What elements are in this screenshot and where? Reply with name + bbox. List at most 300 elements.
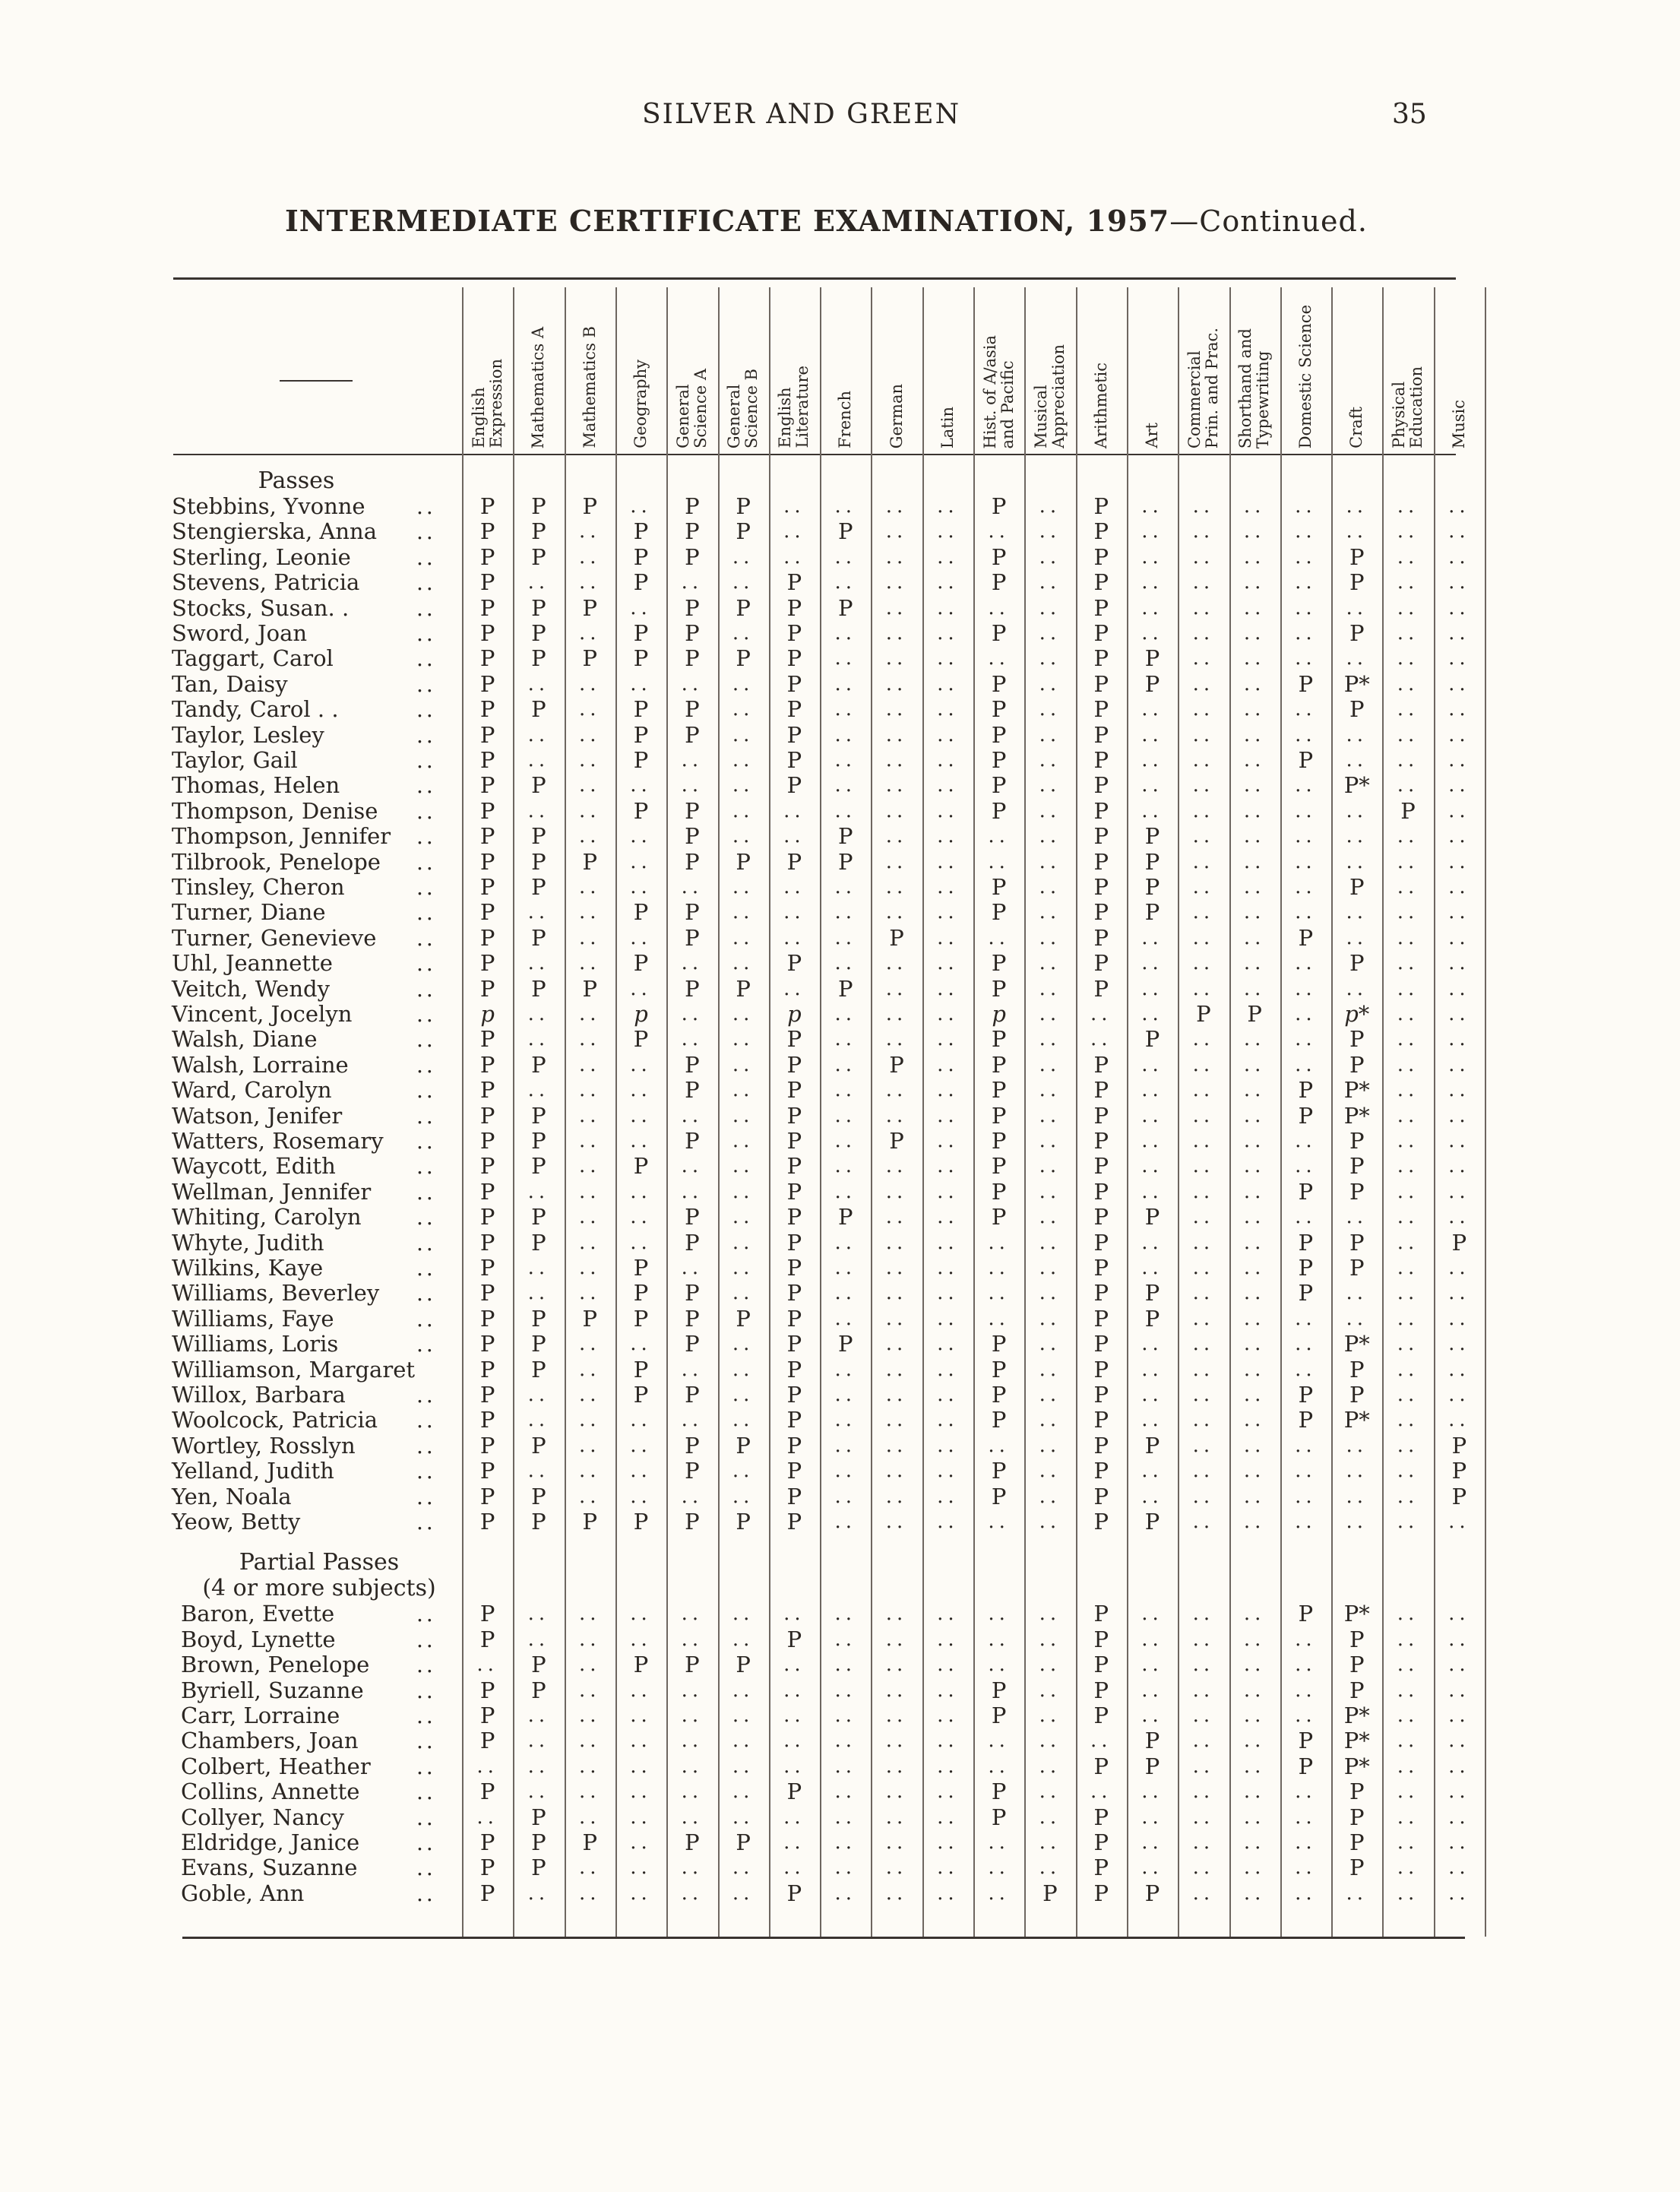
column-rule [513, 287, 514, 1937]
mark-none: .. [732, 672, 755, 695]
dot-leader: .. [416, 570, 436, 596]
mark-none: .. [937, 1155, 959, 1178]
mark-none: .. [1295, 647, 1317, 670]
student-name: Veitch, Wendy [172, 975, 330, 1002]
mark-none: .. [937, 1881, 959, 1905]
mark-none: .. [1243, 1831, 1266, 1854]
mark-none: .. [1243, 1856, 1266, 1880]
mark-none: .. [937, 1831, 959, 1854]
mark-pass: P [479, 1178, 495, 1205]
mark-pass: P [531, 1128, 546, 1154]
mark-none: .. [732, 571, 755, 594]
mark-pass: P [1144, 645, 1160, 672]
mark-none: .. [988, 1281, 1010, 1305]
mark-none: .. [1346, 520, 1368, 543]
mark-none: .. [1243, 723, 1266, 746]
mark-pass: P [736, 645, 751, 672]
mark-none: .. [1141, 1704, 1163, 1727]
mark-none: .. [681, 1180, 704, 1203]
mark-none: .. [1243, 1155, 1266, 1178]
mark-pass: P [531, 1829, 546, 1855]
mark-none: .. [937, 1307, 959, 1330]
mark-pass: P [1093, 1880, 1109, 1906]
mark-none: .. [1397, 1484, 1419, 1508]
mark-none: .. [1039, 545, 1061, 569]
mark-none: .. [527, 571, 550, 594]
mark-pass: P [1298, 1280, 1314, 1307]
student-name: Whiting, Carolyn [172, 1204, 362, 1231]
dot-leader: .. [416, 1179, 436, 1205]
mark-none: .. [885, 647, 908, 670]
mark-none: .. [1141, 1856, 1163, 1880]
mark-none: .. [937, 1704, 959, 1727]
mark-pass: P [531, 924, 546, 951]
mark-none: .. [578, 698, 601, 721]
mark-none: .. [988, 647, 1010, 670]
mark-pass: P [837, 594, 853, 621]
mark-none: .. [834, 495, 857, 518]
mark-none: .. [732, 1459, 755, 1483]
mark-none: .. [578, 1704, 601, 1727]
mark-none: .. [1397, 1433, 1419, 1457]
mark-none: .. [783, 901, 805, 924]
mark-pass: P [479, 1509, 495, 1535]
mark-none: .. [1397, 1332, 1419, 1356]
mark-pass: P [1349, 1153, 1365, 1180]
mark-pass: P [786, 1626, 802, 1652]
mark-none: .. [578, 901, 601, 924]
column-header-label: Art [1143, 423, 1162, 448]
mark-none: .. [1192, 749, 1215, 771]
mark-none: .. [1039, 1231, 1061, 1254]
mark-none: .. [1346, 977, 1368, 1000]
mark-none: .. [1397, 520, 1419, 543]
mark-none: .. [630, 977, 652, 1000]
mark-pass: P [786, 620, 802, 646]
mark-pass: P [531, 1102, 546, 1129]
mark-pass: P [991, 1026, 1007, 1053]
column-rule [666, 287, 668, 1937]
column-rule [1024, 287, 1026, 1937]
mark-pass: P [1349, 1779, 1365, 1805]
mark-none: .. [885, 1754, 908, 1778]
mark-pass: P* [1343, 1753, 1370, 1779]
mark-pass: P [837, 1204, 853, 1231]
mark-none: .. [1448, 571, 1470, 594]
mark-none: .. [885, 596, 908, 619]
mark-none: .. [1141, 1332, 1163, 1356]
mark-pass: P [1093, 1356, 1109, 1383]
student-name: Boyd, Lynette [181, 1626, 336, 1652]
page-title [285, 204, 1425, 238]
mark-none: .. [834, 1028, 857, 1051]
mark-none: .. [578, 926, 601, 949]
mark-none: .. [1448, 1856, 1470, 1880]
mark-pass: P [786, 594, 802, 621]
mark-none: .. [1448, 1831, 1470, 1854]
column-header-label: Mathematics A [529, 326, 548, 448]
mark-none: .. [1295, 1780, 1317, 1804]
mark-none: .. [630, 1831, 652, 1854]
mark-none: .. [578, 1155, 601, 1178]
mark-none: .. [783, 495, 805, 518]
mark-none: .. [1243, 901, 1266, 924]
mark-none: .. [1192, 723, 1215, 746]
mark-none: .. [1346, 1307, 1368, 1330]
section-heading [137, 468, 456, 494]
mark-none: .. [578, 1627, 601, 1651]
mark-pass: P [1093, 1229, 1109, 1256]
mark-pass: P [1093, 721, 1109, 748]
mark-none: .. [527, 1881, 550, 1905]
mark-pass: P [1093, 950, 1109, 977]
mark-pass: P [1349, 1026, 1365, 1053]
mark-pass: P [991, 1204, 1007, 1231]
mark-pass: P [1298, 1601, 1314, 1627]
mark-pass: P [479, 1626, 495, 1652]
mark-none: .. [578, 799, 601, 822]
mark-none: .. [630, 1129, 652, 1152]
mark-none: .. [527, 901, 550, 924]
mark-none: .. [937, 774, 959, 797]
mark-none: .. [1141, 545, 1163, 569]
mark-pass: P [786, 1483, 802, 1509]
mark-pass: P [531, 1483, 546, 1509]
page-title-continued: —Continued. [1169, 204, 1368, 238]
student-name: Thomas, Helen [172, 772, 340, 799]
student-name: Eldridge, Janice [181, 1829, 360, 1855]
mark-none: .. [1039, 1028, 1061, 1051]
mark-none: .. [732, 749, 755, 771]
mark-none: .. [1192, 1678, 1215, 1702]
mark-none: .. [834, 876, 857, 898]
mark-none: .. [783, 1602, 805, 1626]
mark-none: .. [834, 1484, 857, 1508]
mark-none: .. [783, 1653, 805, 1677]
mark-pass: P [479, 1051, 495, 1078]
mark-none: .. [937, 1332, 959, 1356]
mark-pass: P [991, 1051, 1007, 1078]
mark-none: .. [885, 495, 908, 518]
mark-none: .. [1243, 1205, 1266, 1229]
mark-pass: P [1093, 1407, 1109, 1433]
mark-none: .. [1192, 495, 1215, 518]
mark-none: .. [885, 672, 908, 695]
mark-none: .. [681, 1704, 704, 1727]
mark-none: .. [834, 672, 857, 695]
mark-pass: P [582, 645, 597, 672]
mark-none: .. [1295, 1510, 1317, 1533]
mark-none: .. [1243, 1307, 1266, 1330]
student-name: Williams, Loris [172, 1331, 339, 1357]
mark-none: .. [630, 1332, 652, 1356]
mark-pass: P [1042, 1880, 1058, 1906]
mark-pass: P [1298, 1753, 1314, 1779]
mark-none: .. [834, 1433, 857, 1457]
mark-none: .. [834, 545, 857, 569]
mark-pass: P [1093, 493, 1109, 519]
mark-none: .. [1243, 977, 1266, 1000]
mark-none: .. [937, 1653, 959, 1677]
mark-pass: P [1349, 1255, 1365, 1281]
page-number: 35 [1392, 99, 1427, 130]
mark-pass: P [1144, 1728, 1160, 1754]
mark-none: .. [885, 1383, 908, 1406]
mark-none: .. [885, 698, 908, 721]
mark-pass: P [1093, 747, 1109, 773]
dot-leader: .. [416, 1601, 436, 1627]
column-rule [1178, 287, 1179, 1937]
mark-none: .. [1141, 1003, 1163, 1025]
mark-none: .. [527, 1408, 550, 1432]
mark-pass: P [786, 1509, 802, 1535]
mark-pass: P [1349, 1829, 1365, 1855]
dot-leader: .. [416, 1779, 436, 1805]
mark-none: .. [1448, 799, 1470, 822]
mark-pass: P [685, 975, 700, 1002]
mark-pass: P [1093, 1102, 1109, 1129]
student-name: Stebbins, Yvonne [172, 493, 365, 519]
mark-none: .. [1192, 622, 1215, 645]
student-name: Carr, Lorraine [181, 1703, 340, 1728]
mark-none: .. [681, 571, 704, 594]
mark-pass: P [479, 1153, 495, 1180]
mark-none: .. [885, 1459, 908, 1483]
table-top-rule [173, 277, 1456, 280]
mark-none: .. [732, 1332, 755, 1356]
mark-pass: P [1298, 1255, 1314, 1281]
mark-none: .. [1039, 825, 1061, 848]
dot-leader: .. [416, 1027, 436, 1053]
mark-none: .. [885, 1205, 908, 1229]
mark-pass: P [991, 1128, 1007, 1154]
mark-none: .. [937, 1754, 959, 1778]
mark-none: .. [1039, 774, 1061, 797]
mark-none: .. [1397, 952, 1419, 975]
mark-none: .. [885, 1856, 908, 1880]
mark-none: .. [1039, 1484, 1061, 1508]
mark-none: .. [527, 952, 550, 975]
dot-leader: .. [416, 1830, 436, 1855]
mark-none: .. [937, 698, 959, 721]
mark-pass: P [479, 1331, 495, 1357]
mark-none: .. [1448, 1104, 1470, 1127]
column-header-label: Physical Education [1390, 366, 1426, 448]
mark-none: .. [1397, 774, 1419, 797]
mark-pass: P [1451, 1458, 1467, 1484]
mark-none: .. [681, 672, 704, 695]
mark-pass: P [786, 1229, 802, 1256]
mark-pass: P [786, 848, 802, 875]
mark-pass: P [1349, 1128, 1365, 1154]
mark-none: .. [783, 926, 805, 949]
mark-pass: P [786, 1026, 802, 1053]
mark-none: .. [527, 1627, 550, 1651]
mark-none: .. [1295, 977, 1317, 1000]
mark-none: .. [1243, 1484, 1266, 1508]
mark-none: .. [1039, 1205, 1061, 1229]
mark-none: .. [1141, 1129, 1163, 1152]
mark-none: .. [1346, 749, 1368, 771]
mark-pass: P [736, 594, 751, 621]
mark-pass: P [991, 721, 1007, 748]
column-header-label: Music [1449, 399, 1468, 448]
mark-pass: P [786, 1178, 802, 1205]
mark-none: .. [834, 723, 857, 746]
mark-none: .. [937, 672, 959, 695]
mark-none: .. [1192, 1205, 1215, 1229]
mark-none: .. [1397, 1459, 1419, 1483]
mark-pass: P [1349, 1855, 1365, 1881]
mark-none: .. [885, 1881, 908, 1905]
mark-pass: P [1144, 899, 1160, 926]
mark-none: .. [937, 825, 959, 848]
mark-pass: P [479, 620, 495, 646]
mark-none: .. [527, 1180, 550, 1203]
mark-none: .. [988, 1627, 1010, 1651]
mark-none: .. [885, 1729, 908, 1753]
mark-none: .. [885, 571, 908, 594]
mark-pass: P [633, 1652, 649, 1678]
mark-pass: P [633, 1280, 649, 1307]
mark-none: .. [834, 1627, 857, 1651]
mark-pass: P [531, 1509, 546, 1535]
mark-none: .. [1397, 596, 1419, 619]
mark-pass: P [889, 924, 904, 951]
section-heading-title: Partial Passes [239, 1549, 400, 1576]
mark-pass: P [1349, 1382, 1365, 1408]
mark-pass: P [991, 1458, 1007, 1484]
mark-pass: P [479, 950, 495, 977]
mark-none: .. [1397, 926, 1419, 949]
mark-none: .. [1090, 1003, 1112, 1025]
column-header [922, 296, 973, 448]
mark-none: .. [732, 1780, 755, 1804]
column-header-label: French [836, 391, 855, 448]
mark-pass: P [531, 594, 546, 621]
mark-none: .. [578, 1805, 601, 1829]
mark-none: .. [1192, 1129, 1215, 1152]
mark-none: .. [1243, 1408, 1266, 1432]
mark-pass: P [479, 797, 495, 824]
dot-leader: .. [416, 951, 436, 977]
mark-none: .. [1192, 952, 1215, 975]
mark-none: .. [1039, 1104, 1061, 1127]
mark-none: .. [885, 1627, 908, 1651]
mark-none: .. [988, 1881, 1010, 1905]
mark-none: .. [885, 1805, 908, 1829]
mark-pass: P [1093, 1855, 1109, 1881]
mark-pass: P [479, 747, 495, 773]
mark-none: .. [578, 571, 601, 594]
mark-none: .. [1346, 901, 1368, 924]
mark-none: .. [1039, 520, 1061, 543]
mark-none: .. [1346, 1881, 1368, 1905]
mark-pass: P [479, 670, 495, 697]
mark-none: .. [732, 1805, 755, 1829]
mark-none: .. [1039, 1383, 1061, 1406]
student-name: Evans, Suzanne [181, 1855, 358, 1881]
mark-pass: P [479, 848, 495, 875]
mark-none: .. [834, 1003, 857, 1025]
mark-none: .. [732, 876, 755, 898]
mark-none: .. [1243, 1627, 1266, 1651]
mark-none: .. [578, 1180, 601, 1203]
mark-pass: P [1093, 1829, 1109, 1855]
mark-pass: P [786, 1077, 802, 1104]
mark-pass: P [1451, 1483, 1467, 1509]
mark-none: .. [1295, 1028, 1317, 1051]
mark-none: .. [834, 1831, 857, 1854]
mark-none: .. [578, 723, 601, 746]
dot-leader: .. [416, 1052, 436, 1078]
mark-none: .. [681, 1484, 704, 1508]
mark-none: .. [834, 799, 857, 822]
column-header [513, 296, 564, 448]
mark-none: .. [476, 1754, 498, 1778]
dot-leader: .. [416, 1078, 436, 1104]
mark-none: .. [1448, 545, 1470, 569]
mark-none: .. [783, 977, 805, 1000]
mark-none: .. [1295, 901, 1317, 924]
mark-none: .. [834, 749, 857, 771]
column-header-label: Domestic Science [1296, 304, 1315, 448]
mark-none: .. [1243, 952, 1266, 975]
dot-leader: .. [416, 494, 436, 519]
mark-pass: P [786, 1331, 802, 1357]
mark-none: .. [1039, 1780, 1061, 1804]
mark-pass: P [633, 899, 649, 926]
mark-none: .. [630, 1484, 652, 1508]
mark-none: .. [1295, 1205, 1317, 1229]
mark-none: .. [1192, 1408, 1215, 1432]
student-name: Yen, Noala [172, 1483, 292, 1509]
mark-pass: P* [1343, 772, 1370, 799]
mark-none: .. [1141, 774, 1163, 797]
mark-none: .. [1243, 647, 1266, 670]
mark-pass: p [992, 1001, 1006, 1027]
mark-none: .. [834, 1129, 857, 1152]
mark-pass: P [1349, 1652, 1365, 1678]
mark-pass: P [633, 721, 649, 748]
column-header [1382, 296, 1433, 448]
mark-none: .. [732, 723, 755, 746]
student-name: Goble, Ann [181, 1880, 305, 1906]
mark-none: .. [630, 1704, 652, 1727]
dot-leader: .. [416, 1703, 436, 1728]
mark-pass: P [786, 1356, 802, 1383]
mark-none: .. [681, 952, 704, 975]
dot-leader: .. [416, 773, 436, 799]
mark-none: .. [1141, 1831, 1163, 1854]
mark-pass: P [1093, 823, 1109, 850]
mark-none: .. [1243, 520, 1266, 543]
mark-none: .. [1448, 1754, 1470, 1778]
mark-pass: P [1093, 1753, 1109, 1779]
mark-none: .. [578, 1754, 601, 1778]
mark-none: .. [1295, 1484, 1317, 1508]
dot-leader: .. [416, 1677, 436, 1703]
mark-none: .. [630, 850, 652, 873]
column-header-label: English Expression [469, 359, 505, 448]
mark-pass: P [685, 1829, 700, 1855]
student-name: Byriell, Suzanne [181, 1677, 364, 1703]
mark-none: .. [1192, 901, 1215, 924]
mark-none: .. [1448, 1383, 1470, 1406]
mark-none: .. [988, 850, 1010, 873]
mark-none: .. [783, 1729, 805, 1753]
mark-none: .. [1397, 1754, 1419, 1778]
